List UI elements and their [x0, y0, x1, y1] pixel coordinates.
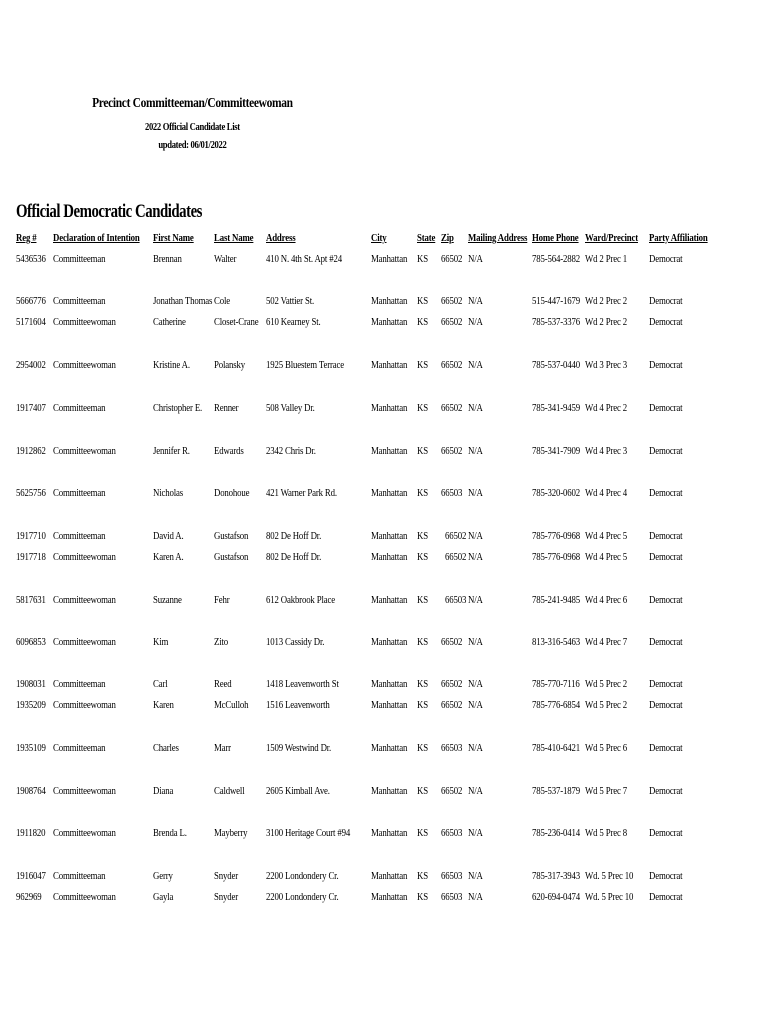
column-header-mailing-address: Mailing Address: [468, 232, 528, 244]
section-title: Official Democratic Candidates: [16, 201, 202, 222]
cell-zip: 66503: [445, 594, 467, 606]
table-row: [0, 698, 770, 712]
cell-mailing-address: N/A: [468, 742, 483, 754]
cell-first-name: Jennifer R.: [153, 445, 190, 457]
cell-city: Manhattan: [371, 487, 408, 499]
updated-date: updated: 06/01/2022: [158, 140, 227, 151]
table-row: [0, 741, 770, 755]
cell-reg-number: 1916047: [16, 870, 46, 882]
cell-declaration: Committeewoman: [53, 827, 116, 839]
cell-state: KS: [417, 678, 428, 690]
cell-address: 612 Oakbrook Place: [266, 594, 335, 606]
cell-ward-precinct: Wd 2 Prec 1: [585, 253, 627, 265]
cell-first-name: Gerry: [153, 870, 173, 882]
cell-party-affiliation: Democrat: [649, 594, 683, 606]
cell-last-name: Mayberry: [214, 827, 248, 839]
cell-party-affiliation: Democrat: [649, 636, 683, 648]
column-header-last-name: Last Name: [214, 232, 254, 244]
cell-mailing-address: N/A: [468, 827, 483, 839]
cell-ward-precinct: Wd 5 Prec 2: [585, 678, 627, 690]
cell-reg-number: 5625756: [16, 487, 46, 499]
column-header-first-name: First Name: [153, 232, 194, 244]
cell-zip: 66503: [441, 487, 463, 499]
cell-state: KS: [417, 253, 428, 265]
cell-home-phone: 785-776-0968: [532, 551, 580, 563]
cell-home-phone: 785-776-6854: [532, 699, 580, 711]
cell-declaration: Committeeman: [53, 402, 106, 414]
cell-last-name: Cole: [214, 295, 230, 307]
cell-home-phone: 785-537-0440: [532, 359, 580, 371]
cell-city: Manhattan: [371, 402, 408, 414]
cell-last-name: Donohoue: [214, 487, 250, 499]
cell-city: Manhattan: [371, 530, 408, 542]
cell-state: KS: [417, 594, 428, 606]
table-row: [0, 444, 770, 458]
cell-mailing-address: N/A: [468, 594, 483, 606]
cell-address: 421 Warner Park Rd.: [266, 487, 337, 499]
document-subtitle: 2022 Official Candidate List: [144, 122, 240, 133]
cell-city: Manhattan: [371, 295, 408, 307]
cell-zip: 66502: [441, 636, 463, 648]
cell-home-phone: 785-317-3943: [532, 870, 580, 882]
cell-declaration: Committeewoman: [53, 785, 116, 797]
cell-state: KS: [417, 891, 428, 903]
cell-mailing-address: N/A: [468, 551, 483, 563]
table-row: [0, 529, 770, 543]
cell-last-name: Snyder: [214, 870, 238, 882]
table-row: [0, 358, 770, 372]
column-header-zip: Zip: [441, 232, 454, 244]
cell-address: 1509 Westwind Dr.: [266, 742, 332, 754]
cell-home-phone: 785-776-0968: [532, 530, 580, 542]
cell-declaration: Committeeman: [53, 530, 106, 542]
cell-address: 2342 Chris Dr.: [266, 445, 316, 457]
cell-ward-precinct: Wd 5 Prec 7: [585, 785, 627, 797]
cell-city: Manhattan: [371, 594, 408, 606]
cell-zip: 66502: [445, 551, 467, 563]
cell-zip: 66503: [441, 827, 463, 839]
cell-last-name: Edwards: [214, 445, 244, 457]
cell-first-name: Brenda L.: [153, 827, 187, 839]
cell-ward-precinct: Wd 5 Prec 8: [585, 827, 627, 839]
cell-first-name: Diana: [153, 785, 174, 797]
cell-declaration: Committeeman: [53, 870, 106, 882]
document-title: Precinct Committeeman/Committeewoman: [92, 96, 293, 111]
cell-mailing-address: N/A: [468, 445, 483, 457]
cell-address: 2200 Londondery Cr.: [266, 870, 339, 882]
cell-first-name: Kristine A.: [153, 359, 190, 371]
cell-declaration: Committeewoman: [53, 316, 116, 328]
cell-home-phone: 785-537-3376: [532, 316, 580, 328]
cell-address: 1013 Cassidy Dr.: [266, 636, 325, 648]
cell-address: 802 De Hoff Dr.: [266, 530, 322, 542]
cell-party-affiliation: Democrat: [649, 402, 683, 414]
column-header-city: City: [371, 232, 387, 244]
cell-city: Manhattan: [371, 870, 408, 882]
cell-reg-number: 962969: [16, 891, 42, 903]
column-header-home-phone: Home Phone: [532, 232, 579, 244]
cell-declaration: Committeeman: [53, 295, 106, 307]
cell-mailing-address: N/A: [468, 636, 483, 648]
cell-home-phone: 785-564-2882: [532, 253, 580, 265]
cell-ward-precinct: Wd 4 Prec 7: [585, 636, 627, 648]
cell-zip: 66502: [441, 316, 463, 328]
cell-last-name: Reed: [214, 678, 232, 690]
cell-mailing-address: N/A: [468, 699, 483, 711]
cell-home-phone: 785-320-0602: [532, 487, 580, 499]
cell-city: Manhattan: [371, 253, 408, 265]
cell-state: KS: [417, 530, 428, 542]
table-row: [0, 486, 770, 500]
cell-ward-precinct: Wd 4 Prec 6: [585, 594, 627, 606]
cell-ward-precinct: Wd 3 Prec 3: [585, 359, 627, 371]
cell-reg-number: 5817631: [16, 594, 46, 606]
cell-declaration: Committeeman: [53, 742, 106, 754]
cell-ward-precinct: Wd 2 Prec 2: [585, 316, 627, 328]
table-row: [0, 294, 770, 308]
cell-address: 610 Kearney St.: [266, 316, 321, 328]
cell-first-name: Brennan: [153, 253, 182, 265]
cell-first-name: Karen A.: [153, 551, 184, 563]
cell-zip: 66502: [441, 402, 463, 414]
cell-first-name: Catherine: [153, 316, 186, 328]
cell-state: KS: [417, 827, 428, 839]
cell-zip: 66502: [441, 699, 463, 711]
table-row: [0, 252, 770, 266]
cell-address: 1925 Bluestem Terrace: [266, 359, 344, 371]
cell-zip: 66502: [441, 295, 463, 307]
cell-last-name: Walter: [214, 253, 237, 265]
column-header-party-affiliation: Party Affiliation: [649, 232, 708, 244]
table-row: [0, 869, 770, 883]
cell-state: KS: [417, 551, 428, 563]
cell-mailing-address: N/A: [468, 785, 483, 797]
cell-address: 2605 Kimball Ave.: [266, 785, 330, 797]
cell-declaration: Committeeman: [53, 487, 106, 499]
cell-city: Manhattan: [371, 827, 408, 839]
cell-last-name: Marr: [214, 742, 231, 754]
cell-home-phone: 785-410-6421: [532, 742, 580, 754]
cell-party-affiliation: Democrat: [649, 699, 683, 711]
cell-home-phone: 785-341-7909: [532, 445, 580, 457]
cell-reg-number: 5171604: [16, 316, 46, 328]
cell-address: 1418 Leavenworth St: [266, 678, 339, 690]
cell-address: 802 De Hoff Dr.: [266, 551, 322, 563]
cell-first-name: Nicholas: [153, 487, 184, 499]
column-header-address: Address: [266, 232, 296, 244]
cell-zip: 66503: [441, 742, 463, 754]
cell-city: Manhattan: [371, 699, 408, 711]
cell-zip: 66502: [441, 785, 463, 797]
cell-state: KS: [417, 870, 428, 882]
cell-ward-precinct: Wd 4 Prec 2: [585, 402, 627, 414]
cell-state: KS: [417, 636, 428, 648]
cell-last-name: Closet-Crane: [214, 316, 259, 328]
column-header-reg: Reg #: [16, 232, 37, 244]
cell-party-affiliation: Democrat: [649, 530, 683, 542]
table-header-row: [0, 231, 770, 245]
cell-first-name: Jonathan Thomas: [153, 295, 213, 307]
cell-state: KS: [417, 742, 428, 754]
cell-first-name: Gayla: [153, 891, 174, 903]
cell-reg-number: 1908764: [16, 785, 46, 797]
cell-last-name: Fehr: [214, 594, 230, 606]
cell-mailing-address: N/A: [468, 402, 483, 414]
cell-mailing-address: N/A: [468, 678, 483, 690]
cell-party-affiliation: Democrat: [649, 891, 683, 903]
cell-reg-number: 1917407: [16, 402, 46, 414]
cell-home-phone: 515-447-1679: [532, 295, 580, 307]
cell-ward-precinct: Wd. 5 Prec 10: [585, 891, 634, 903]
cell-mailing-address: N/A: [468, 530, 483, 542]
cell-reg-number: 1935109: [16, 742, 46, 754]
column-header-declaration: Declaration of Intention: [53, 232, 140, 244]
cell-ward-precinct: Wd 4 Prec 5: [585, 530, 627, 542]
cell-declaration: Committeewoman: [53, 594, 116, 606]
cell-home-phone: 620-694-0474: [532, 891, 580, 903]
cell-party-affiliation: Democrat: [649, 678, 683, 690]
cell-ward-precinct: Wd 4 Prec 5: [585, 551, 627, 563]
table-row: [0, 315, 770, 329]
cell-party-affiliation: Democrat: [649, 445, 683, 457]
cell-state: KS: [417, 699, 428, 711]
cell-home-phone: 785-236-0414: [532, 827, 580, 839]
cell-home-phone: 785-770-7116: [532, 678, 580, 690]
cell-city: Manhattan: [371, 891, 408, 903]
cell-zip: 66502: [441, 253, 463, 265]
cell-state: KS: [417, 445, 428, 457]
cell-declaration: Committeewoman: [53, 636, 116, 648]
table-row: [0, 635, 770, 649]
cell-declaration: Committeewoman: [53, 551, 116, 563]
table-row: [0, 401, 770, 415]
cell-reg-number: 5666776: [16, 295, 46, 307]
cell-reg-number: 5436536: [16, 253, 46, 265]
cell-city: Manhattan: [371, 678, 408, 690]
table-row: [0, 550, 770, 564]
cell-first-name: Charles: [153, 742, 179, 754]
cell-state: KS: [417, 785, 428, 797]
cell-address: 508 Valley Dr.: [266, 402, 315, 414]
cell-party-affiliation: Democrat: [649, 870, 683, 882]
cell-party-affiliation: Democrat: [649, 785, 683, 797]
cell-home-phone: 813-316-5463: [532, 636, 580, 648]
cell-declaration: Committeewoman: [53, 445, 116, 457]
cell-last-name: Gustafson: [214, 551, 249, 563]
cell-last-name: Snyder: [214, 891, 238, 903]
cell-first-name: Kim: [153, 636, 169, 648]
cell-zip: 66502: [441, 359, 463, 371]
cell-state: KS: [417, 487, 428, 499]
cell-ward-precinct: Wd 4 Prec 4: [585, 487, 627, 499]
cell-ward-precinct: Wd 4 Prec 3: [585, 445, 627, 457]
cell-home-phone: 785-241-9485: [532, 594, 580, 606]
cell-mailing-address: N/A: [468, 891, 483, 903]
cell-mailing-address: N/A: [468, 487, 483, 499]
cell-reg-number: 6096853: [16, 636, 46, 648]
cell-ward-precinct: Wd 5 Prec 6: [585, 742, 627, 754]
cell-ward-precinct: Wd 2 Prec 2: [585, 295, 627, 307]
table-row: [0, 593, 770, 607]
cell-address: 502 Vattier St.: [266, 295, 315, 307]
cell-declaration: Committeewoman: [53, 891, 116, 903]
cell-mailing-address: N/A: [468, 359, 483, 371]
cell-reg-number: 2954002: [16, 359, 46, 371]
cell-party-affiliation: Democrat: [649, 316, 683, 328]
cell-reg-number: 1917718: [16, 551, 46, 563]
cell-address: 410 N. 4th St. Apt #24: [266, 253, 342, 265]
cell-address: 1516 Leavenworth: [266, 699, 330, 711]
cell-declaration: Committeewoman: [53, 699, 116, 711]
cell-party-affiliation: Democrat: [649, 742, 683, 754]
cell-reg-number: 1911820: [16, 827, 46, 839]
cell-last-name: Polansky: [214, 359, 245, 371]
cell-first-name: Karen: [153, 699, 174, 711]
cell-party-affiliation: Democrat: [649, 827, 683, 839]
cell-city: Manhattan: [371, 445, 408, 457]
cell-state: KS: [417, 359, 428, 371]
cell-state: KS: [417, 295, 428, 307]
cell-address: 2200 Londondery Cr.: [266, 891, 339, 903]
cell-declaration: Committeewoman: [53, 359, 116, 371]
cell-city: Manhattan: [371, 785, 408, 797]
column-header-state: State: [417, 232, 436, 244]
cell-party-affiliation: Democrat: [649, 295, 683, 307]
table-row: [0, 826, 770, 840]
cell-first-name: Suzanne: [153, 594, 182, 606]
cell-party-affiliation: Democrat: [649, 359, 683, 371]
cell-zip: 66503: [441, 891, 463, 903]
cell-party-affiliation: Democrat: [649, 253, 683, 265]
cell-zip: 66502: [441, 678, 463, 690]
cell-mailing-address: N/A: [468, 295, 483, 307]
cell-first-name: Christopher E.: [153, 402, 203, 414]
column-header-ward-precinct: Ward/Precinct: [585, 232, 638, 244]
cell-reg-number: 1912862: [16, 445, 46, 457]
cell-declaration: Committeeman: [53, 253, 106, 265]
cell-zip: 66502: [445, 530, 467, 542]
cell-last-name: Zito: [214, 636, 229, 648]
cell-city: Manhattan: [371, 316, 408, 328]
cell-city: Manhattan: [371, 742, 408, 754]
cell-reg-number: 1935209: [16, 699, 46, 711]
cell-city: Manhattan: [371, 359, 408, 371]
cell-state: KS: [417, 316, 428, 328]
cell-reg-number: 1917710: [16, 530, 46, 542]
cell-mailing-address: N/A: [468, 316, 483, 328]
cell-first-name: Carl: [153, 678, 168, 690]
cell-last-name: Gustafson: [214, 530, 249, 542]
table-row: [0, 784, 770, 798]
table-row: [0, 677, 770, 691]
cell-last-name: McCulloh: [214, 699, 249, 711]
cell-party-affiliation: Democrat: [649, 551, 683, 563]
cell-state: KS: [417, 402, 428, 414]
cell-party-affiliation: Democrat: [649, 487, 683, 499]
cell-mailing-address: N/A: [468, 870, 483, 882]
cell-last-name: Caldwell: [214, 785, 245, 797]
table-row: [0, 890, 770, 904]
cell-zip: 66503: [441, 870, 463, 882]
cell-home-phone: 785-341-9459: [532, 402, 580, 414]
cell-zip: 66502: [441, 445, 463, 457]
cell-last-name: Renner: [214, 402, 239, 414]
cell-mailing-address: N/A: [468, 253, 483, 265]
cell-address: 3100 Heritage Court #94: [266, 827, 351, 839]
cell-ward-precinct: Wd 5 Prec 2: [585, 699, 627, 711]
cell-ward-precinct: Wd. 5 Prec 10: [585, 870, 634, 882]
cell-home-phone: 785-537-1879: [532, 785, 580, 797]
cell-declaration: Committeeman: [53, 678, 106, 690]
cell-reg-number: 1908031: [16, 678, 46, 690]
cell-city: Manhattan: [371, 551, 408, 563]
cell-city: Manhattan: [371, 636, 408, 648]
cell-first-name: David A.: [153, 530, 184, 542]
